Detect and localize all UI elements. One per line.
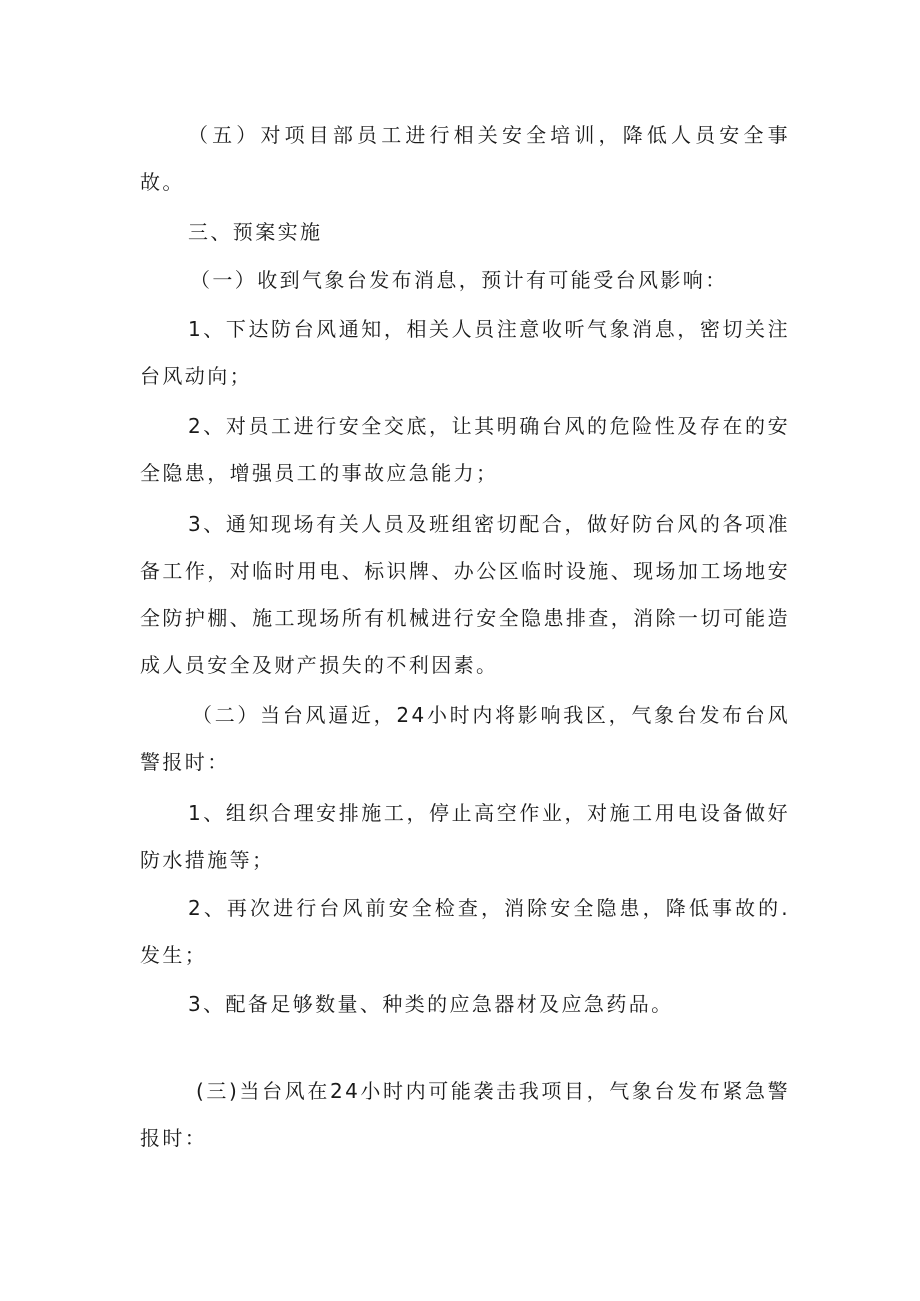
subsection-heading-1: （一）收到气象台发布消息，预计有可能受台风影响： <box>190 268 728 292</box>
subsection-heading-2: （二）当台风逼近，24小时内将影响我区，气象台发布台风警报时： <box>140 703 790 774</box>
subsection-heading-3: (三)当台风在24小时内可能袭击我项目，气象台发布紧急警报时： <box>140 1079 790 1150</box>
paragraph-training: （五）对项目部员工进行相关安全培训，降低人员安全事故。 <box>140 123 790 194</box>
list-item-2-3: 3、配备足够数量、种类的应急器材及应急药品。 <box>188 992 674 1016</box>
list-item-1-3: 3、通知现场有关人员及班组密切配合，做好防台风的各项准备工作，对临时用电、标识牌、办公区临时设施、现场加工场地安全防护棚、施工现场所有机械进行安全隐患排查，消除一切可能造成人员安全及财产损失的不利因素。 <box>140 512 790 677</box>
list-item-1-2: 2、对员工进行安全交底，让其明确台风的危险性及存在的安全隐患，增强员工的事故应急能力； <box>140 414 790 485</box>
list-item-1-1: 1、下达防台风通知，相关人员注意收听气象消息，密切关注台风动向； <box>140 317 790 388</box>
list-item-2-1: 1、组织合理安排施工，停止高空作业，对施工用电设备做好防水措施等； <box>140 801 790 872</box>
list-item-2-2: 2、再次进行台风前安全检查，消除安全隐患，降低事故的.发生； <box>140 896 790 967</box>
section-heading-plan-implementation: 三、预案实施 <box>188 220 323 244</box>
